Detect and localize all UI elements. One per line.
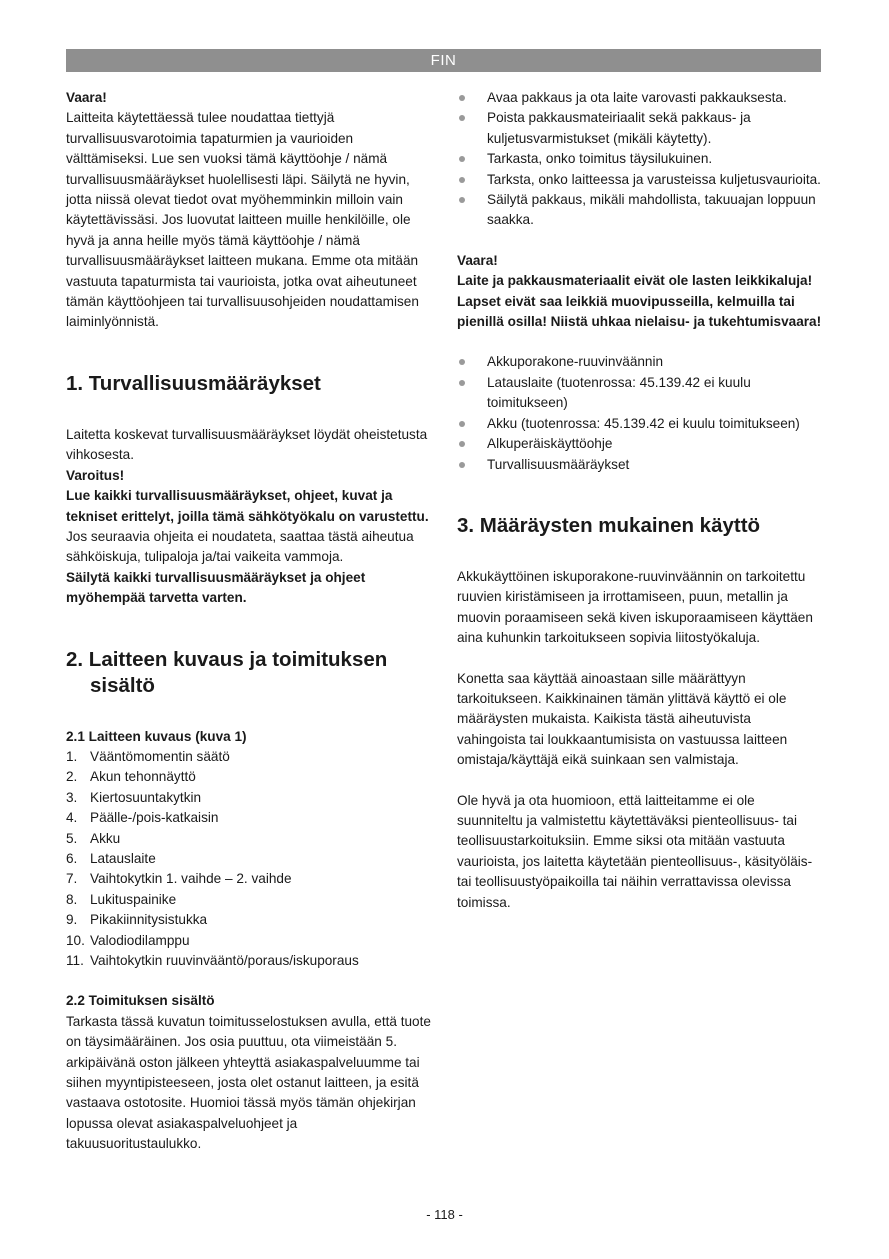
section-2-heading: 2. Laitteen kuvaus ja toimituksen sisältö <box>66 647 388 697</box>
list-item: 7. Vaihtokytkin 1. vaihde – 2. vaihde <box>66 871 292 887</box>
list-item: Säilytä pakkaus, mikäli mahdollista, takuuajan loppuun saakka. <box>457 190 823 231</box>
list-item: 10. Valodiodilamppu <box>66 932 190 948</box>
danger-title: Vaara! <box>457 252 498 268</box>
list-item: 8. Lukituspainike <box>66 891 177 907</box>
warning-title: Vaara! <box>66 90 107 105</box>
list-item: 1. Vääntömomentin säätö <box>66 748 230 764</box>
list-item: Latauslaite (tuotenrossa: 45.139.42 ei kuulu toimitukseen) <box>457 373 823 414</box>
section-2-1-heading: 2.1 Laitteen kuvaus (kuva 1) <box>66 728 247 744</box>
language-code: FIN <box>430 52 457 69</box>
section-3-paragraph-3: Ole hyvä ja ota huomioon, että laitteitamme ei ole suunniteltu ja valmistettu käytettäväksi pienteollisuus- tai teollisuustarkoituksiin. Emme siksi ota mitään vastuuta vaurioista, jos laitetta käytetään pienteollisuus-, käsityöläis- tai teollisuustyöpaikoilla tai näihin verrattavissa olevissa toimissa. <box>457 792 813 910</box>
device-parts-list <box>66 747 436 971</box>
list-item: 2. Akun tehonnäyttö <box>66 769 196 785</box>
list-item: Tarksta, onko laitteessa ja varusteissa kuljetusvaurioita. <box>457 170 823 190</box>
warning-text: Laitteita käytettäessä tulee noudattaa tiettyjä turvallisuusvarotoimia tapaturmien ja vaurioiden välttämiseksi. Lue sen vuoksi tämä käyttöohje / nämä turvallisuusmääräykset huolellisesti läpi. Säilytä ne hyvin, jotta niissä olevat tiedot ovat myöhemminkin milloin vain käytettävissäsi. Jos luovutat laitteen muille henkilöille, ole hyvä ja anna heille myös tämä käyttöohje / nämä turvallisuusmääräykset laitteen mukana. Emme ota mitään vastuuta tapaturmista tai vaurioista, jotka ovat aiheutuneet tämän käyttöohjeen tai turvallisuusohjeiden noudattamisen laiminlyönnistä. <box>66 110 419 330</box>
section-3-paragraph-2: Konetta saa käyttää ainoastaan sille määrättyyn tarkoitukseen. Kaikkinainen tämän ylittävä käyttö ei ole määräysten mukaista. Kaikista tästä aiheutuvista vahingoista tai loukkaantumisista on vastuussa laitteen omistaja/käyttäjä eikä suinkaan sen valmistaja. <box>457 670 788 768</box>
caution-paragraph <box>66 486 436 568</box>
list-item: 5. Akku <box>66 830 121 846</box>
section-3-heading: 3. Määräysten mukainen käyttö <box>457 513 761 537</box>
caution-text: Jos seuraavia ohjeita ei noudateta, saattaa tästä aiheutua sähköiskuja, tulipaloja ja/tai vaikeita vammoja. <box>66 528 414 565</box>
caution-title: Varoitus! <box>66 467 125 483</box>
section-3-paragraph-1: Akkukäyttöinen iskuporakone-ruuvinväännin on tarkoitettu ruuvien kiristämiseen ja irrottamiseen, puun, metallin ja muovin poraamiseen sekä kiven iskuporaamiseen käyttäen aina kuhunkin tarkoitukseen sopivia liitostyökaluja. <box>457 568 813 646</box>
list-item: Alkuperäiskäyttöohje <box>457 434 823 454</box>
section-1-text: Laitetta koskevat turvallisuusmääräykset löydät oheistetusta vihkosesta. <box>66 426 428 463</box>
list-item: Poista pakkausmateiriaalit sekä pakkaus- ja kuljetusvarmistukset (mikäli käytetty). <box>457 108 823 149</box>
list-item: Tarkasta, onko toimitus täysilukuinen. <box>457 149 823 169</box>
section-1-heading: 1. Turvallisuusmääräykset <box>66 371 321 395</box>
list-item: Avaa pakkaus ja ota laite varovasti pakkauksesta. <box>457 88 823 108</box>
list-item: Akku (tuotenrossa: 45.139.42 ei kuulu toimitukseen) <box>457 414 823 434</box>
section-2-2-text: Tarkasta tässä kuvatun toimitusselostuksen avulla, että tuote on täysimääräinen. Jos osia puuttuu, ota viimeistään 5. arkipäivänä oston jälkeen yhteyttä asiakaspalveluumme tai siihen myyntipisteeseen, josta olet ostanut laitteen, ja esitä vastaava ostotosite. Huomioi tässä myös tämän ohjekirjan lopussa olevat asiakaspalveluohjeet ja takuusuoritustaulukko. <box>66 1013 431 1152</box>
list-item: 6. Latauslaite <box>66 850 156 866</box>
list-item: 9. Pikakiinnitysistukka <box>66 912 208 928</box>
danger-text: Laite ja pakkausmateriaalit eivät ole lasten leikkikaluja! Lapset eivät saa leikkiä muovipusseilla, kelmuilla tai pienillä osilla! Niistä uhkaa nielaisu- ja tukehtumisvaara! <box>457 273 822 330</box>
delivery-contents-list <box>457 352 823 474</box>
section-2-2-heading: 2.2 Toimituksen sisältö <box>66 993 215 1009</box>
left-column <box>66 88 436 1155</box>
list-item: Akkuporakone-ruuvinväännin <box>457 352 823 372</box>
caution-bold-text: Lue kaikki turvallisuusmääräykset, ohjeet, kuvat ja tekniset erittelyt, joilla tämä sähkötyökalu on varustettu. <box>66 488 429 524</box>
language-header-bar <box>66 49 821 72</box>
unpacking-steps-list <box>457 88 823 231</box>
list-item: 3. Kiertosuuntakytkin <box>66 789 202 805</box>
right-column <box>457 88 823 913</box>
list-item: 4. Päälle-/pois-katkaisin <box>66 810 219 826</box>
page-number: - 118 - <box>426 1207 463 1222</box>
list-item: 11. Vaihtokytkin ruuvinvääntö/poraus/iskuporaus <box>66 953 359 968</box>
list-item: Turvallisuusmääräykset <box>457 455 823 475</box>
keep-instructions-text: Säilytä kaikki turvallisuusmääräykset ja ohjeet myöhempää tarvetta varten. <box>66 569 366 606</box>
